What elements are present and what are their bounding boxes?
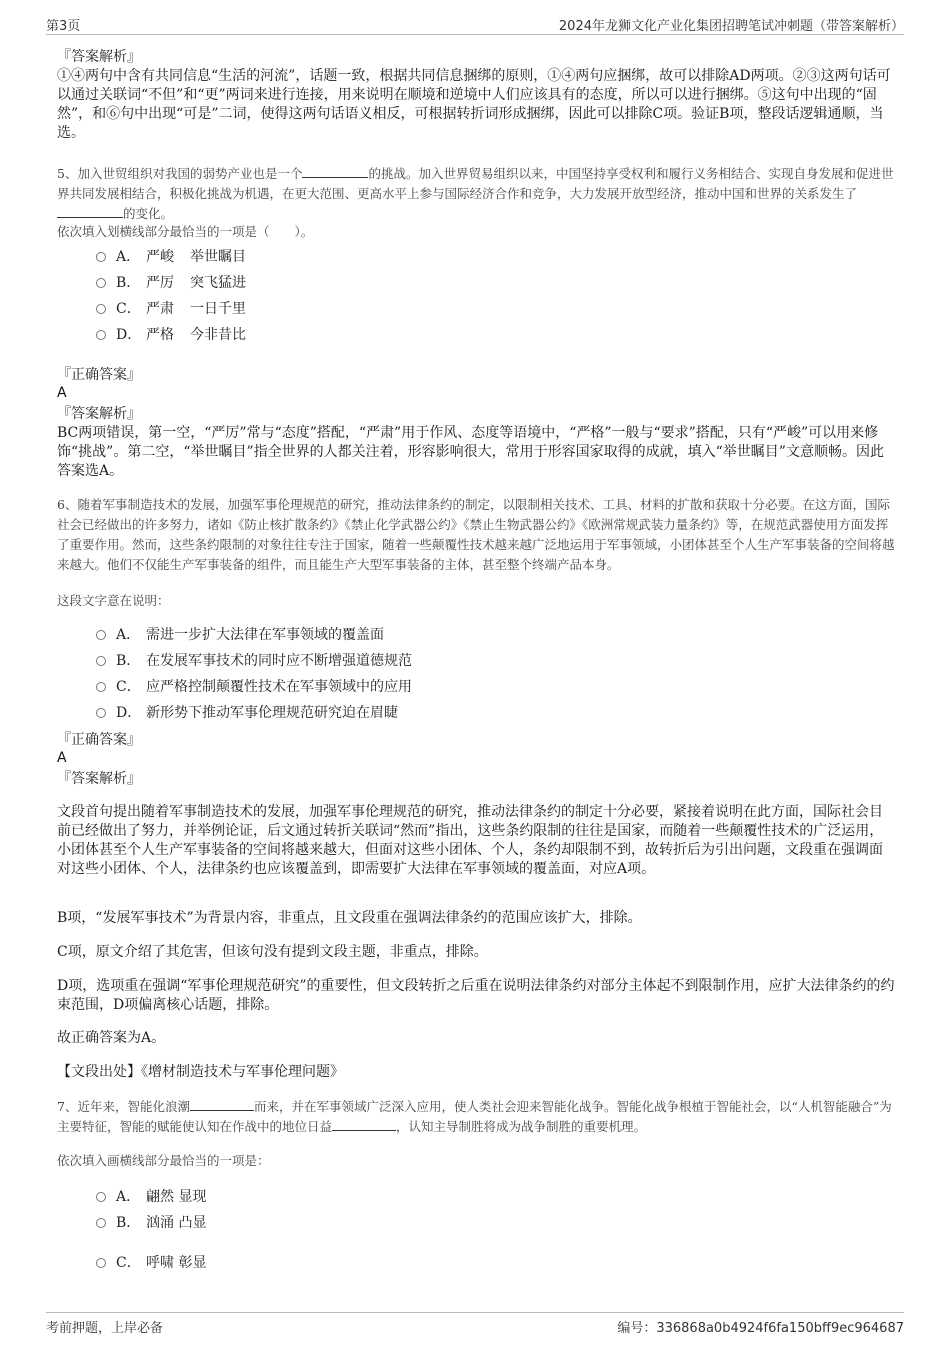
q5-option-d[interactable] bbox=[96, 325, 246, 345]
page-number: 第3页 bbox=[46, 19, 81, 34]
radio-icon[interactable] bbox=[96, 656, 106, 666]
option-text: 呼啸 彰显 bbox=[146, 1255, 207, 1271]
q7-blank-1 bbox=[190, 1098, 254, 1111]
option-key: C． bbox=[116, 1255, 141, 1271]
q6-analysis-paragraph-2: B项，“发展军事技术”为背景内容，非重点，且文段重在强调法律条约的范围应该扩大，排除。 bbox=[57, 910, 642, 926]
option-text: 应严格控制颠覆性技术在军事领域中的应用 bbox=[146, 679, 412, 695]
q7-option-a[interactable] bbox=[96, 1187, 206, 1207]
option-key: C． bbox=[116, 301, 141, 317]
option-word-2: 一日千里 bbox=[190, 301, 246, 317]
q7-stem-part3: ，认知主导制胜将成为战争制胜的重要机理。 bbox=[396, 1119, 647, 1134]
q5-stem-part3: 的变化。 bbox=[123, 206, 174, 221]
q5-option-a[interactable] bbox=[96, 247, 246, 267]
option-word-2: 举世瞩目 bbox=[190, 249, 246, 265]
radio-icon[interactable] bbox=[96, 708, 106, 718]
option-text: 在发展军事技术的同时应不断增强道德规范 bbox=[146, 653, 412, 669]
q7-blank-2 bbox=[332, 1118, 396, 1131]
q5-option-b[interactable] bbox=[96, 273, 246, 293]
option-key: D． bbox=[116, 327, 142, 343]
radio-icon[interactable] bbox=[96, 330, 106, 340]
q6-option-c[interactable] bbox=[96, 677, 412, 697]
q5-blank-1 bbox=[302, 165, 368, 178]
option-word-2: 突飞猛进 bbox=[190, 275, 246, 291]
q7-ask: 依次填入画横线部分最恰当的一项是： bbox=[57, 1153, 270, 1168]
document-code: 编号：336868a0b4924f6fa150bff9ec964687 bbox=[617, 1321, 904, 1336]
q4-analysis-label: 『答案解析』 bbox=[57, 49, 141, 65]
q6-correct-label: 『正确答案』 bbox=[57, 732, 141, 748]
q7-option-b[interactable] bbox=[96, 1213, 206, 1233]
radio-icon[interactable] bbox=[96, 630, 106, 640]
radio-icon[interactable] bbox=[96, 682, 106, 692]
option-word-2: 今非昔比 bbox=[190, 327, 246, 343]
q6-option-b[interactable] bbox=[96, 651, 412, 671]
radio-icon[interactable] bbox=[96, 1258, 106, 1268]
option-key: B． bbox=[116, 653, 141, 669]
q5-analysis-label: 『答案解析』 bbox=[57, 406, 141, 422]
radio-icon[interactable] bbox=[96, 278, 106, 288]
q5-correct-answer: A bbox=[57, 385, 67, 401]
q6-analysis-paragraph-4: D项，选项重在强调“军事伦理规范研究”的重要性，但文段转折之后重在说明法律条约对部分主体起不到限制作用，应扩大法律条约的约束范围，D项偏离核心话题，排除。 bbox=[57, 978, 895, 1013]
option-word-1: 严峻 bbox=[146, 249, 174, 265]
radio-icon[interactable] bbox=[96, 304, 106, 314]
q6-option-a[interactable] bbox=[96, 625, 384, 645]
option-key: A． bbox=[116, 249, 141, 265]
q6-analysis-label: 『答案解析』 bbox=[57, 771, 141, 787]
q5-stem-part2: 的挑战。加入世界贸易组织以来，中国坚持享受权利和履行义务相结合、实现自身发展和促进世界共同发展相结合，积极化挑战为机遇，在更大范围、更高水平上参与国际经济合作和竞争，大力发展开放型经济，推动中国和世界的关系发生了 bbox=[57, 166, 894, 201]
q7-stem bbox=[57, 1097, 895, 1137]
q4-analysis-text: ①④两句中含有共同信息“生活的河流”，话题一致，根据共同信息捆绑的原则，①④两句应捆绑，故可以排除AD两项。②③这两句话可以通过关联词“不但”和“更”两词来进行连接，用来说明在顺境和逆境中人们应该具有的态度，所以可以进行捆绑。⑤这句中出现的“固然”，和⑥句中出现“可是”二词，使得这两句话语义相反，可根据转折词形成捆绑，因此可以排除C项。验证B项，整段话逻辑通顺，当选。 bbox=[57, 68, 891, 141]
option-word-1: 严厉 bbox=[146, 275, 174, 291]
q6-correct-answer: A bbox=[57, 750, 67, 766]
option-word-1: 严肃 bbox=[146, 301, 174, 317]
q7-option-c[interactable] bbox=[96, 1253, 206, 1273]
option-key: B． bbox=[116, 1215, 141, 1231]
q6-analysis-paragraph-5: 故正确答案为A。 bbox=[57, 1030, 166, 1046]
q7-stem-part2: 而来，并在军事领域广泛深入应用，使人类社会迎来智能化战争。智能化战争根植于智能社会，以“人机智能融合”为主要特征，智能的赋能使认知在作战中的地位日益 bbox=[57, 1099, 892, 1134]
option-text: 新形势下推动军事伦理规范研究迫在眉睫 bbox=[146, 705, 398, 721]
radio-icon[interactable] bbox=[96, 1218, 106, 1228]
radio-icon[interactable] bbox=[96, 252, 106, 262]
q5-stem bbox=[57, 164, 895, 224]
source-label: 【文段出处】 bbox=[57, 1064, 141, 1080]
q5-option-c[interactable] bbox=[96, 299, 246, 319]
q5-blank-2 bbox=[57, 205, 123, 218]
option-key: D． bbox=[116, 705, 142, 721]
option-key: C． bbox=[116, 679, 141, 695]
q6-option-d[interactable] bbox=[96, 703, 398, 723]
option-text: 汹涌 凸显 bbox=[146, 1215, 207, 1231]
q5-analysis-text: BC两项错误，第一空，“严厉”常与“态度”搭配，“严肃”用于作风、态度等语境中，“严格”一般与“要求”搭配，只有“严峻”可以用来修饰“挑战”。第二空，“举世瞩目”指全世界的人都关注着，形容影响很大，常用于形容国家取得的成就，填入“举世瞩目”文意顺畅。因此答案选A。 bbox=[57, 425, 884, 479]
q7-stem-part1: 7、近年来，智能化浪潮 bbox=[57, 1099, 190, 1114]
source-text: 《增材制造技术与军事伦理问题》 bbox=[141, 1064, 344, 1080]
option-key: B． bbox=[116, 275, 141, 291]
page-header bbox=[46, 12, 904, 35]
q5-correct-label: 『正确答案』 bbox=[57, 367, 141, 383]
option-text: 需进一步扩大法律在军事领域的覆盖面 bbox=[146, 627, 384, 643]
footer-slogan: 考前押题，上岸必备 bbox=[46, 1321, 164, 1336]
page-footer bbox=[46, 1312, 904, 1335]
option-text: 翩然 显现 bbox=[146, 1189, 207, 1205]
q5-ask: 依次填入划横线部分最恰当的一项是（ ）。 bbox=[57, 224, 314, 239]
option-key: A． bbox=[116, 1189, 141, 1205]
document-title: 2024年龙狮文化产业化集团招聘笔试冲刺题（带答案解析） bbox=[558, 19, 904, 34]
q6-analysis-paragraph-1: 文段首句提出随着军事制造技术的发展，加强军事伦理规范的研究，推动法律条约的制定十分必要，紧接着说明在此方面，国际社会目前已经做出了努力，并举例论证，后文通过转折关联词“然而”指出，这些条约限制的往往是国家，而随着一些颠覆性技术的广泛运用，小团体甚至个人生产军事装备的空间将越来越大，但面对这些小团体、个人，条约却限制不到，故转折后为引出问题，文段重在强调面对这些小团体、个人，法律条约也应该覆盖到，即需要扩大法律在军事领域的覆盖面，对应A项。 bbox=[57, 804, 884, 877]
radio-icon[interactable] bbox=[96, 1192, 106, 1202]
q6-ask: 这段文字意在说明： bbox=[57, 593, 170, 608]
q6-source bbox=[57, 1063, 895, 1082]
q5-stem-part1: 5、加入世贸组织对我国的弱势产业也是一个 bbox=[57, 166, 303, 181]
q6-stem: 6、随着军事制造技术的发展，加强军事伦理规范的研究，推动法律条约的制定，以限制相关技术、工具、材料的扩散和获取十分必要。在这方面，国际社会已经做出的许多努力，诸如《防止核扩散条约》《禁止化学武器公约》《禁止生物武器公约》《欧洲常规武装力量条约》等，在规范武器使用方面发挥了重要作用。然而，这些条约限制的对象往往专注于国家，随着一些颠覆性技术越来越广泛地运用于军事领域，小团体甚至个人生产军事装备的空间将越来越大。他们不仅能生产军事装备的组件，而且能生产大型军事装备的主体，甚至整个终端产品本身。 bbox=[57, 497, 895, 572]
q6-analysis-paragraph-3: C项，原文介绍了其危害，但该句没有提到文段主题，非重点，排除。 bbox=[57, 944, 488, 960]
option-key: A． bbox=[116, 627, 141, 643]
option-word-1: 严格 bbox=[146, 327, 174, 343]
